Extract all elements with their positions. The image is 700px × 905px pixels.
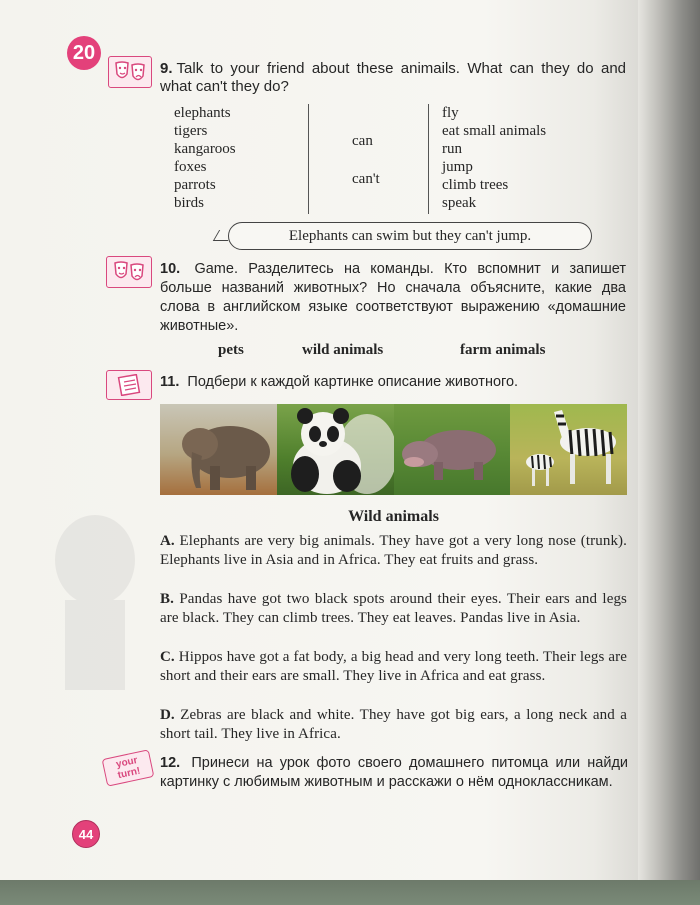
- modal-verbs: [352, 132, 380, 188]
- action-item: eat small animals: [442, 123, 547, 139]
- panda-photo: [277, 404, 394, 495]
- table-divider-right: [428, 104, 429, 214]
- description-d: D. Zebras are black and white. They have got big ears, a long neck and a short tail. They live in Africa.: [160, 707, 627, 742]
- your-turn-badge: your turn!: [102, 749, 155, 786]
- animal-item: foxes: [174, 159, 207, 175]
- background-cartoon: [40, 500, 150, 700]
- action-item: climb trees: [442, 177, 509, 193]
- page-number-badge: 44: [72, 820, 100, 848]
- animal-item: parrots: [174, 177, 216, 193]
- exercise-12-text: 12. Принеси на урок фото своего домашнего питомца или найди картинку с любимым животным и расскажи о нём одноклассникам.: [160, 755, 628, 790]
- category-wild-animals: wild animals: [302, 342, 384, 358]
- action-item: jump: [442, 159, 473, 175]
- exercise-9-number: 9.: [160, 60, 173, 77]
- exercise-12-number: 12.: [160, 755, 181, 771]
- action-list: [442, 104, 546, 212]
- animal-item: kangaroos: [174, 141, 236, 157]
- unit-number-badge: 20: [67, 36, 101, 70]
- animal-list: [174, 104, 236, 212]
- animal-item: birds: [174, 195, 204, 211]
- action-item: speak: [442, 195, 477, 211]
- category-pets: pets: [218, 342, 244, 358]
- animal-photo-strip: [160, 404, 627, 495]
- modal-cant: can't: [352, 171, 380, 187]
- theatre-masks-icon: [108, 56, 152, 88]
- wild-animals-heading: Wild animals: [348, 508, 439, 525]
- elephant-photo: [160, 404, 277, 495]
- action-item: fly: [442, 105, 459, 121]
- exercise-11-number: 11.: [160, 374, 180, 390]
- hippo-photo: [394, 404, 511, 495]
- book-gutter-shadow: [638, 0, 700, 880]
- exercise-11-text: 11. Подбери к каждой картинке описание животного.: [160, 374, 519, 390]
- description-a: A. Elephants are very big animals. They have got a very long nose (trunk). Elephants live in Asia and in Africa. They eat fruits and grass.: [160, 533, 627, 568]
- animal-item: tigers: [174, 123, 208, 139]
- category-farm-animals: farm animals: [460, 342, 546, 358]
- zebras-photo: [510, 404, 627, 495]
- exercise-10-text: 10. Game. Разделитесь на команды. Кто вспомнит и запишет больше названий животных? Но сначала объясните, какие два слова в английском языке соответствуют выражению «домашние животные».: [160, 261, 627, 334]
- exercise-9-prompt: 9. Talk to your friend about these animails. What can they do and what can't they do?: [160, 60, 626, 95]
- animal-item: elephants: [174, 105, 231, 121]
- description-b: B. Pandas have got two black spots around their eyes. Their ears and legs are black. They can climb trees. They eat leaves. Pandas live in Asia.: [160, 591, 627, 626]
- modal-can: can: [352, 133, 373, 149]
- notebook-icon: [106, 370, 152, 400]
- description-c: C. Hippos have got a fat body, a big head and very long teeth. Their legs are short and their ears are small. They live in Africa and eat grass.: [160, 649, 627, 684]
- theatre-masks-icon: [106, 256, 152, 288]
- example-speech-bubble: Elephants can swim but they can't jump.: [228, 222, 592, 250]
- table-divider-left: [308, 104, 309, 214]
- scan-bottom-edge: [0, 880, 700, 905]
- action-item: run: [442, 141, 462, 157]
- exercise-10-number: 10.: [160, 261, 181, 277]
